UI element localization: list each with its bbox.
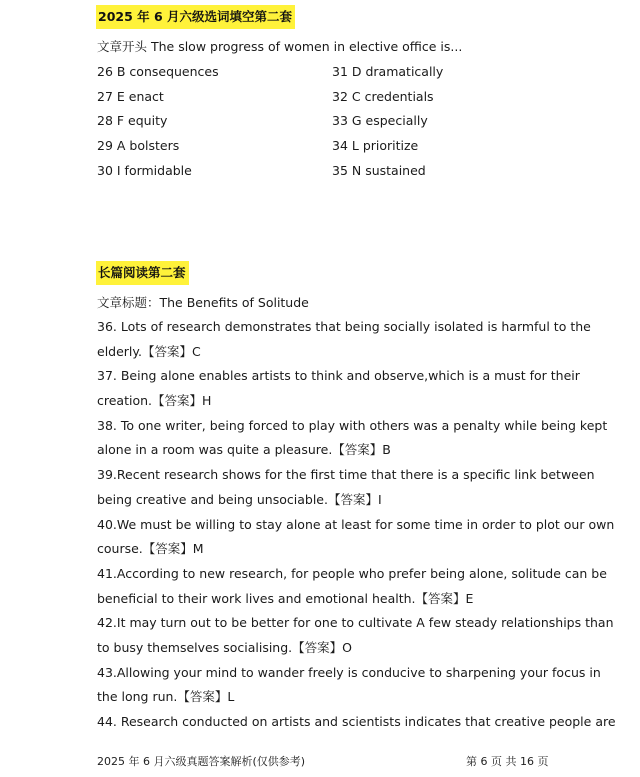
- section1-heading: 2025 年 6 月六级选词填空第二套: [96, 5, 295, 29]
- answer-33: 33 G especially: [332, 113, 428, 128]
- question-44-line1: 44. Research conducted on artists and scientists indicates that creative people are: [97, 714, 616, 729]
- footer-left: 2025 年 6 月六级真题答案解析(仅供参考): [97, 755, 306, 768]
- page-number: 第 6 页 共 16 页: [466, 755, 549, 768]
- question-40-line1: 40.We must be willing to stay alone at least for some time in order to plot our own: [97, 516, 615, 532]
- answer-27: 27 E enact: [97, 89, 164, 104]
- section2-heading: 长篇阅读第二套: [96, 261, 189, 285]
- answer-34: 34 L prioritize: [332, 138, 419, 153]
- question-43-line2: the long run.【答案】L: [97, 689, 235, 705]
- question-list: [97, 315, 616, 735]
- answer-26: 26 B consequences: [97, 64, 219, 79]
- answer-32: 32 C credentials: [332, 89, 434, 104]
- answer-28: 28 F equity: [97, 113, 168, 128]
- question-38-line1: 38. To one writer, being forced to play with others was a penalty while being kept: [97, 417, 608, 433]
- answer-35: 35 N sustained: [332, 163, 426, 178]
- answer-31: 31 D dramatically: [332, 64, 444, 79]
- question-37-line2: creation.【答案】H: [97, 393, 212, 409]
- question-39-line2: being creative and being unsociable.【答案】I: [97, 491, 382, 507]
- question-42-line1: 42.It may turn out to be better for one to cultivate A few steady relationships than: [97, 615, 614, 631]
- section1-intro: 文章开头 The slow progress of women in elective office is...: [97, 39, 463, 54]
- question-41-line1: 41.According to new research, for people who prefer being alone, solitude can be: [97, 565, 607, 581]
- question-38-line2: alone in a room was quite a pleasure.【答案】B: [97, 442, 391, 458]
- question-43-line1: 43.Allowing your mind to wander freely is conducive to sharpening your focus in: [97, 664, 601, 680]
- answer-29: 29 A bolsters: [97, 138, 180, 153]
- question-36-line2: elderly.【答案】C: [97, 343, 201, 359]
- article-title: 文章标题：The Benefits of Solitude: [97, 295, 309, 310]
- question-41-line2: beneficial to their work lives and emotional health.【答案】E: [97, 590, 474, 606]
- question-40-line2: course.【答案】M: [97, 541, 204, 557]
- question-39-line1: 39.Recent research shows for the first time that there is a specific link between: [97, 467, 595, 483]
- question-42-line2: to busy themselves socialising.【答案】O: [97, 639, 352, 655]
- answer-30: 30 I formidable: [97, 163, 192, 178]
- question-36-line1: 36. Lots of research demonstrates that being socially isolated is harmful to the: [97, 319, 591, 334]
- question-37-line1: 37. Being alone enables artists to think and observe,which is a must for their: [97, 368, 580, 384]
